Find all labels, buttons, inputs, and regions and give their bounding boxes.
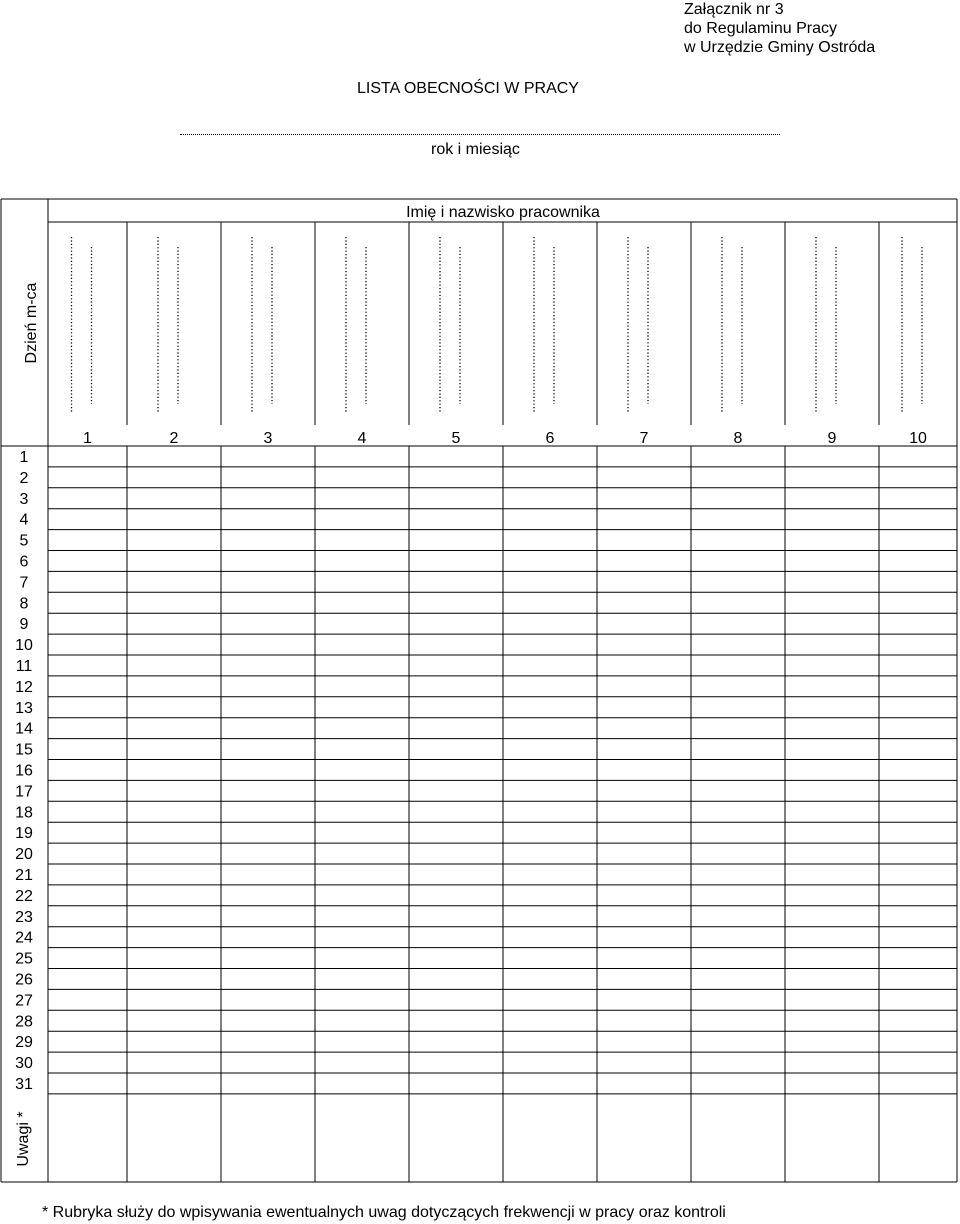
table-grid xyxy=(1,199,957,1182)
day-number: 10 xyxy=(15,637,33,655)
day-number: 28 xyxy=(15,1013,33,1031)
day-number: 11 xyxy=(15,658,33,675)
day-number: 26 xyxy=(15,971,33,989)
employee-number-row xyxy=(83,430,927,447)
employee-name-header: Imię i nazwisko pracownika xyxy=(406,204,600,221)
day-number: 3 xyxy=(19,490,29,508)
day-number: 20 xyxy=(15,846,33,864)
attachment-line-1: Załącznik nr 3 xyxy=(684,1,784,18)
day-number: 30 xyxy=(15,1055,33,1073)
day-number: 9 xyxy=(19,616,29,634)
day-number: 4 xyxy=(19,511,29,529)
attachment-line-2: do Regulaminu Pracy xyxy=(684,20,837,37)
employee-number: 2 xyxy=(169,430,179,447)
employee-number: 6 xyxy=(545,430,555,447)
day-number: 17 xyxy=(15,783,33,801)
employee-number: 5 xyxy=(451,430,461,447)
day-number: 14 xyxy=(15,720,33,738)
employee-number: 10 xyxy=(909,430,927,447)
day-number: 5 xyxy=(19,532,29,550)
employee-number: 3 xyxy=(263,430,273,447)
day-number: 15 xyxy=(15,741,33,759)
day-number: 29 xyxy=(15,1034,33,1052)
day-number: 16 xyxy=(15,762,33,780)
employee-name-fill-lines xyxy=(72,237,923,412)
day-number: 13 xyxy=(15,699,33,717)
day-number: 7 xyxy=(19,574,29,592)
day-number: 21 xyxy=(15,867,33,884)
period-label: rok i miesiąc xyxy=(431,141,520,158)
day-of-month-label: Dzień m-ca xyxy=(23,282,40,364)
footnote: * Rubryka służy do wpisywania ewentualnych uwag dotyczących frekwencji w pracy oraz kontroli xyxy=(42,1204,726,1221)
employee-number: 8 xyxy=(733,430,743,447)
attachment-line-3: w Urzędzie Gminy Ostróda xyxy=(684,39,876,56)
day-number: 2 xyxy=(19,469,29,487)
remarks-label: Uwagi * xyxy=(15,1111,32,1167)
day-number: 1 xyxy=(19,449,29,466)
day-number: 31 xyxy=(15,1076,33,1093)
employee-number: 9 xyxy=(827,430,837,447)
employee-number: 4 xyxy=(357,430,367,447)
day-number: 25 xyxy=(15,950,33,968)
page-title: LISTA OBECNOŚCI W PRACY xyxy=(357,80,579,97)
day-number: 8 xyxy=(19,595,29,613)
day-number: 24 xyxy=(15,929,33,947)
employee-number: 7 xyxy=(639,430,649,447)
day-number: 19 xyxy=(15,825,33,843)
employee-number: 1 xyxy=(83,430,92,447)
day-number-column xyxy=(15,449,33,1093)
day-number: 12 xyxy=(15,678,33,696)
day-number: 18 xyxy=(15,804,33,822)
day-number: 27 xyxy=(15,992,33,1010)
day-number: 23 xyxy=(15,908,33,926)
day-number: 6 xyxy=(19,553,29,571)
day-number: 22 xyxy=(15,887,33,905)
